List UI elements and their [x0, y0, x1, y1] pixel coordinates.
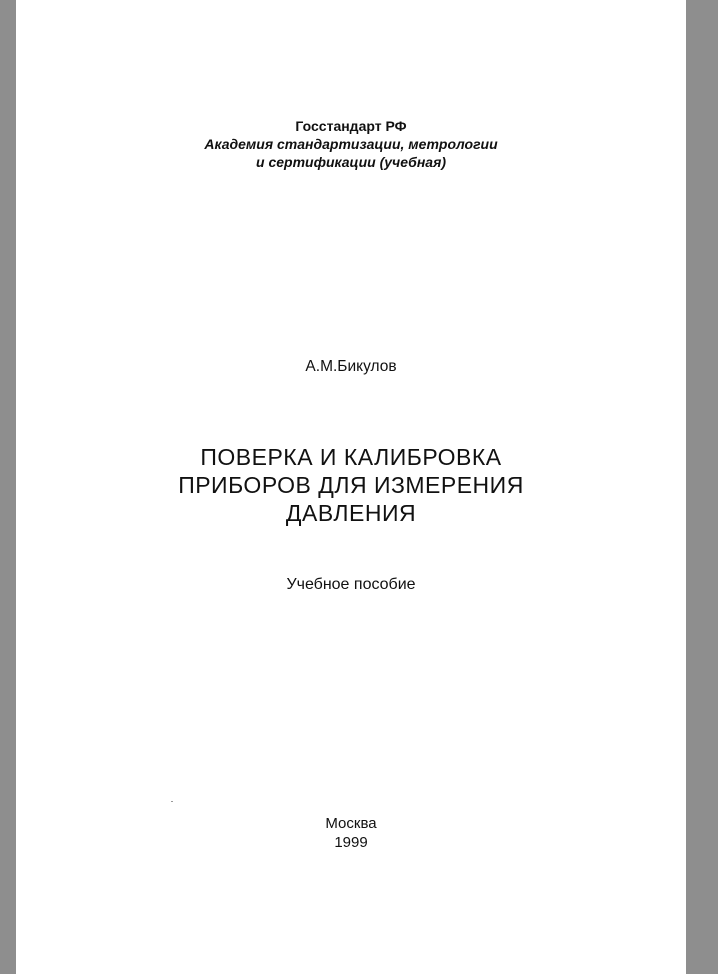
imprint-block: [16, 814, 686, 852]
organization-line-3: и сертификации (учебная): [256, 154, 446, 170]
organization-block: [16, 117, 686, 171]
title-line-3: ДАВЛЕНИЯ: [285, 500, 417, 526]
scan-speck: [171, 801, 173, 802]
document-page: [16, 0, 686, 974]
document-subtitle: Учебное пособие: [286, 576, 416, 593]
document-title: [16, 443, 686, 527]
organization-line-2: Академия стандартизации, метрологии: [204, 136, 498, 152]
imprint-city: Москва: [325, 815, 377, 832]
title-line-2: ПРИБОРОВ ДЛЯ ИЗМЕРЕНИЯ: [178, 472, 524, 498]
organization-line-1: Госстандарт РФ: [295, 118, 407, 134]
title-line-1: ПОВЕРКА И КАЛИБРОВКА: [200, 444, 502, 470]
imprint-year: 1999: [334, 834, 368, 851]
viewer-margin[interactable]: [686, 0, 718, 974]
author-name: А.М.Бикулов: [305, 358, 397, 375]
